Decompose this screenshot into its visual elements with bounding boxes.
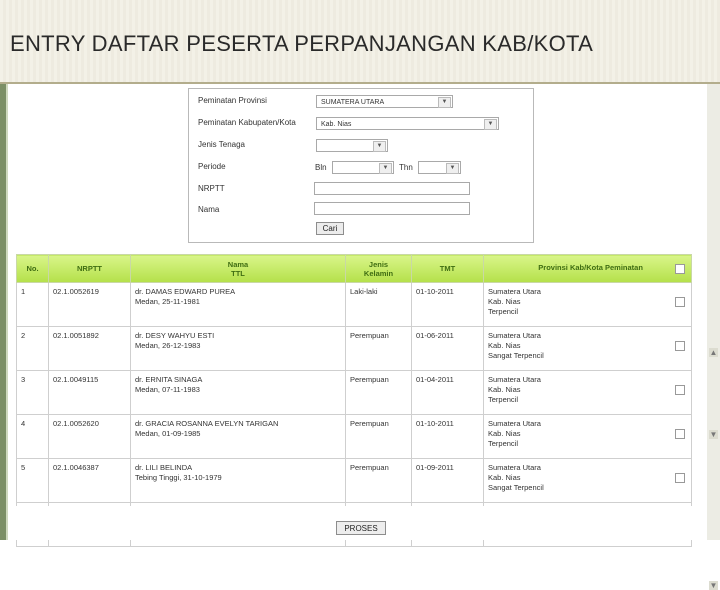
provinsi-select[interactable] — [316, 95, 453, 108]
cell-nama: dr. DAMAS EDWARD PUREA — [135, 287, 236, 296]
periode-label: Periode — [198, 162, 226, 171]
cell-nama-ttl — [131, 459, 346, 503]
cell-provinsi: Sumatera Utara — [488, 287, 541, 296]
cell-provinsi: Sumatera Utara — [488, 419, 541, 428]
kabkota-label: Peminatan Kabupaten/Kota — [198, 118, 296, 127]
row-checkbox[interactable] — [675, 341, 685, 351]
provinsi-label: Peminatan Provinsi — [198, 96, 267, 105]
table-row — [17, 415, 692, 459]
thn-select[interactable] — [418, 161, 461, 174]
thn-label: Thn — [399, 163, 413, 172]
chevron-down-icon[interactable]: ▼ — [438, 97, 451, 108]
header-tmt: TMT — [412, 255, 484, 283]
cell-nrptt: 02.1.0051892 — [49, 327, 131, 371]
cell-ttl: Tebing Tinggi, 31-10-1979 — [135, 473, 222, 482]
cell-ttl: Medan, 26-12-1983 — [135, 341, 201, 350]
cell-kabkota: Kab. Nias — [488, 341, 521, 350]
cell-provinsi: Sumatera Utara — [488, 331, 541, 340]
cell-nrptt: 02.1.0049115 — [49, 371, 131, 415]
row-checkbox[interactable] — [675, 385, 685, 395]
cell-kabkota: Kab. Nias — [488, 385, 521, 394]
header-no: No. — [17, 255, 49, 283]
cell-no: 1 — [17, 283, 49, 327]
cell-nama: dr. DESY WAHYU ESTI — [135, 331, 215, 340]
cell-jenis-kelamin: Perempuan — [346, 459, 412, 503]
results-table — [16, 254, 692, 547]
jenis-tenaga-label: Jenis Tenaga — [198, 140, 245, 149]
cell-tmt: 01-10-2011 — [412, 415, 484, 459]
cell-kabkota: Kab. Nias — [488, 473, 521, 482]
nrptt-label: NRPTT — [198, 184, 225, 193]
cell-jenis-kelamin: Perempuan — [346, 415, 412, 459]
slide-title: ENTRY DAFTAR PESERTA PERPANJANGAN KAB/KOTA — [10, 31, 594, 56]
cell-peminatan — [484, 459, 692, 503]
cell-tmt: 01-09-2011 — [412, 459, 484, 503]
cell-status: Terpencil — [488, 395, 519, 404]
cell-no: 2 — [17, 327, 49, 371]
cell-nama: dr. LILI BELINDA — [135, 463, 193, 472]
nrptt-input[interactable] — [314, 182, 470, 195]
bln-select[interactable] — [332, 161, 394, 174]
cell-peminatan — [484, 283, 692, 327]
bln-label: Bln — [315, 163, 327, 172]
cell-jenis-kelamin: Laki-laki — [346, 283, 412, 327]
cell-nama-ttl — [131, 371, 346, 415]
nama-input[interactable] — [314, 202, 470, 215]
cari-button[interactable]: Cari — [316, 222, 344, 235]
proses-button[interactable]: PROSES — [336, 521, 386, 535]
cell-nama-ttl — [131, 283, 346, 327]
table-row — [17, 327, 692, 371]
row-checkbox[interactable] — [675, 429, 685, 439]
chevron-down-icon[interactable]: ▼ — [446, 163, 459, 174]
cell-tmt: 01-04-2011 — [412, 371, 484, 415]
table-header-row — [17, 255, 692, 283]
cell-ttl: Medan, 25-11-1981 — [135, 297, 200, 306]
header-jenis-kelamin: Jenis Kelamin — [346, 255, 412, 283]
table-row — [17, 283, 692, 327]
row-checkbox[interactable] — [675, 297, 685, 307]
left-accent-bar-inner — [6, 84, 8, 540]
cell-nama-ttl — [131, 415, 346, 459]
cell-no: 5 — [17, 459, 49, 503]
chevron-down-icon[interactable]: ▼ — [379, 163, 392, 174]
cell-nama: dr. ERNITA SINAGA — [135, 375, 203, 384]
cell-kabkota: Kab. Nias — [488, 429, 521, 438]
header-nama-ttl: Nama TTL — [131, 255, 346, 283]
kabkota-value: Kab. Nias — [321, 121, 352, 128]
header-provinsi-kab-kota: Provinsi Kab/Kota Peminatan — [484, 255, 692, 283]
cell-nrptt: 02.1.0046387 — [49, 459, 131, 503]
jenis-tenaga-select[interactable] — [316, 139, 388, 152]
table-row — [17, 459, 692, 503]
kabkota-select[interactable] — [316, 117, 499, 130]
cell-jenis-kelamin: Perempuan — [346, 327, 412, 371]
cell-peminatan — [484, 327, 692, 371]
cell-no: 4 — [17, 415, 49, 459]
nama-label: Nama — [198, 205, 220, 214]
cell-peminatan — [484, 415, 692, 459]
cell-kabkota: Kab. Nias — [488, 297, 521, 306]
cell-no: 3 — [17, 371, 49, 415]
cell-nama: dr. GRACIA ROSANNA EVELYN TARIGAN — [135, 419, 279, 428]
cell-status: Sangat Terpencil — [488, 483, 544, 492]
cell-status: Terpencil — [488, 439, 519, 448]
cell-provinsi: Sumatera Utara — [488, 375, 541, 384]
scroll-down-icon[interactable]: ▼ — [709, 581, 718, 590]
cell-nama-ttl — [131, 327, 346, 371]
provinsi-value: SUMATERA UTARA — [321, 99, 385, 106]
search-form — [188, 88, 534, 243]
cell-tmt: 01-10-2011 — [412, 283, 484, 327]
cell-peminatan — [484, 371, 692, 415]
chevron-down-icon[interactable]: ▼ — [373, 141, 386, 152]
header-nrptt: NRPTT — [49, 255, 131, 283]
scroll-up-icon[interactable]: ▲ — [709, 348, 718, 357]
cell-status: Sangat Terpencil — [488, 351, 544, 360]
cell-nrptt: 02.1.0052619 — [49, 283, 131, 327]
scroll-down-icon[interactable]: ▼ — [709, 430, 718, 439]
cell-nrptt: 02.1.0052620 — [49, 415, 131, 459]
cell-status: Terpencil — [488, 307, 519, 316]
cell-ttl: Medan, 07-11-1983 — [135, 385, 200, 394]
cell-tmt: 01-06-2011 — [412, 327, 484, 371]
cell-provinsi: Sumatera Utara — [488, 463, 541, 472]
chevron-down-icon[interactable]: ▼ — [484, 119, 497, 130]
select-all-checkbox[interactable] — [675, 264, 685, 274]
cell-jenis-kelamin: Perempuan — [346, 371, 412, 415]
header-divider — [0, 82, 720, 84]
row-checkbox[interactable] — [675, 473, 685, 483]
vertical-scrollbar[interactable] — [707, 84, 720, 590]
cell-ttl: Medan, 01-09-1985 — [135, 429, 201, 438]
table-row — [17, 371, 692, 415]
